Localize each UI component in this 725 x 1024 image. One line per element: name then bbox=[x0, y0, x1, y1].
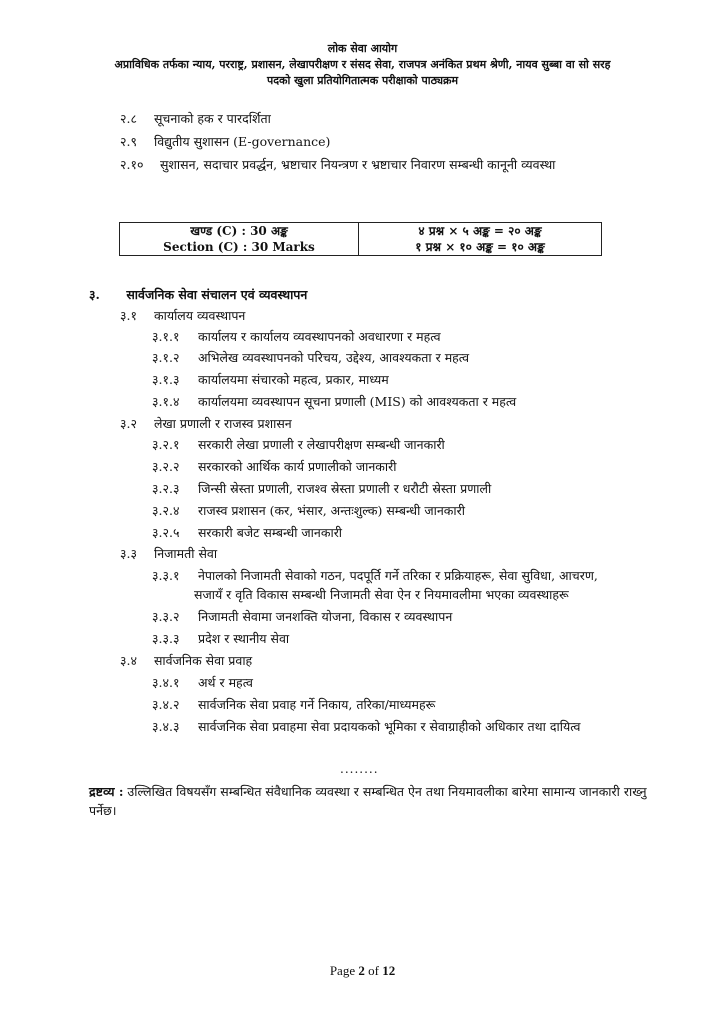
item-text: अर्थ र महत्व bbox=[197, 675, 253, 690]
list-item bbox=[152, 459, 397, 475]
list-item bbox=[152, 697, 435, 713]
section-number: ३. bbox=[89, 287, 100, 302]
item-number: ३.२.४ bbox=[152, 503, 180, 518]
item-number: २.१० bbox=[120, 157, 144, 172]
item-text: कार्यालयमा व्यवस्थापन सूचना प्रणाली (MIS) को आवश्यकता र महत्व bbox=[197, 394, 517, 409]
item-number: ३.१.४ bbox=[152, 394, 180, 409]
subsection-heading bbox=[120, 416, 292, 432]
list-item bbox=[152, 631, 289, 647]
list-item bbox=[120, 157, 555, 173]
section-label-nepali: खण्ड (C) : 30 अङ्क bbox=[190, 224, 288, 238]
item-text: सूचनाको हक र पारदर्शिता bbox=[153, 111, 271, 126]
item-text: निजामती सेवामा जनशक्ति योजना, विकास र व्यवस्थापन bbox=[197, 609, 453, 624]
subsection-number: ३.१ bbox=[120, 308, 137, 323]
header-line-2: अप्राविधिक तर्फका न्याय, परराष्ट्र, प्रशासन, लेखापरीक्षण र संसद सेवा, राजपत्र अनंकित प्रथम श्रेणी, नायव सुब्बा वा सो सरह bbox=[114, 58, 611, 71]
list-item bbox=[152, 394, 516, 410]
section-title: सार्वजनिक सेवा संचालन एवं व्यवस्थापन bbox=[126, 287, 308, 302]
item-number: ३.३.१ bbox=[152, 568, 180, 583]
item-text: सरकारको आर्थिक कार्य प्रणालीको जानकारी bbox=[197, 459, 397, 474]
item-text: नेपालको निजामती सेवाको गठन, पदपूर्ति गर्ने तरिका र प्रक्रियाहरू, सेवा सुविधा, आचरण, bbox=[197, 568, 598, 583]
subsection-title: निजामती सेवा bbox=[153, 546, 218, 561]
list-item bbox=[152, 568, 598, 584]
item-number: ३.४.३ bbox=[152, 719, 180, 734]
of-word: of bbox=[368, 963, 379, 978]
section-label-english: Section (C) : 30 Marks bbox=[163, 240, 315, 254]
item-number: ३.३.२ bbox=[152, 609, 180, 624]
marks-cell bbox=[359, 223, 601, 255]
list-item bbox=[152, 675, 253, 691]
item-text: जिन्सी स्रेस्ता प्रणाली, राजश्व स्रेस्ता प्रणाली र धरौटी स्रेस्ता प्रणाली bbox=[197, 481, 492, 496]
item-text: सार्वजनिक सेवा प्रवाह गर्ने निकाय, तरिका/माध्यमहरू bbox=[197, 697, 436, 712]
item-text: कार्यालयमा संचारको महत्व, प्रकार, माध्यम bbox=[197, 372, 389, 387]
list-item bbox=[152, 719, 581, 735]
separator-dots: ........ bbox=[340, 762, 379, 776]
page-number: 2 bbox=[358, 963, 365, 978]
item-number: ३.२.१ bbox=[152, 437, 180, 452]
list-item bbox=[152, 503, 465, 519]
item-text: राजस्व प्रशासन (कर, भंसार, अन्तःशुल्क) सम्बन्धी जानकारी bbox=[197, 503, 465, 518]
subsection-heading bbox=[120, 546, 217, 562]
item-number: ३.१.१ bbox=[152, 329, 180, 344]
section-cell bbox=[120, 223, 359, 255]
list-item bbox=[152, 329, 441, 345]
section-heading bbox=[89, 287, 307, 303]
marks-table bbox=[119, 222, 602, 256]
page-total: 12 bbox=[382, 963, 396, 978]
subsection-number: ३.४ bbox=[120, 653, 137, 668]
list-item bbox=[152, 437, 445, 453]
item-text: अभिलेख व्यवस्थापनको परिचय, उद्देश्य, आवश्यकता र महत्व bbox=[197, 350, 470, 365]
item-text: कार्यालय र कार्यालय व्यवस्थापनको अवधारणा र महत्व bbox=[197, 329, 441, 344]
header-line-3: पदको खुला प्रतियोगितात्मक परीक्षाको पाठ्यक्रम bbox=[266, 74, 459, 87]
item-number: ३.२.५ bbox=[152, 525, 180, 540]
item-number: ३.३.३ bbox=[152, 631, 180, 646]
page-footer bbox=[0, 963, 725, 979]
item-text: प्रदेश र स्थानीय सेवा bbox=[197, 631, 290, 646]
item-number: ३.२.३ bbox=[152, 481, 180, 496]
list-item bbox=[152, 372, 389, 388]
marks-row-2: १ प्रश्न × १० अङ्क = १० अङ्क bbox=[415, 240, 545, 254]
subsection-title: कार्यालय व्यवस्थापन bbox=[153, 308, 246, 323]
list-item bbox=[152, 481, 491, 497]
item-text: सरकारी लेखा प्रणाली र लेखापरीक्षण सम्बन्धी जानकारी bbox=[197, 437, 445, 452]
item-number: ३.४.२ bbox=[152, 697, 180, 712]
marks-row-1: ४ प्रश्न × ५ अङ्क = २० अङ्क bbox=[418, 224, 542, 238]
item-text: सुशासन, सदाचार प्रवर्द्धन, भ्रष्टाचार नियन्त्रण र भ्रष्टाचार निवारण सम्बन्धी कानूनी व्यवस्था bbox=[159, 157, 556, 172]
item-text: सरकारी बजेट सम्बन्धी जानकारी bbox=[197, 525, 343, 540]
subsection-title: लेखा प्रणाली र राजस्व प्रशासन bbox=[153, 416, 292, 431]
page-word: Page bbox=[329, 963, 356, 978]
item-text: सार्वजनिक सेवा प्रवाहमा सेवा प्रदायकको भूमिका र सेवाग्राहीको अधिकार तथा दायित्व bbox=[197, 719, 581, 734]
subsection-heading bbox=[120, 308, 245, 324]
subsection-number: ३.३ bbox=[120, 546, 137, 561]
item-number: ३.१.३ bbox=[152, 372, 180, 387]
item-number: ३.१.२ bbox=[152, 350, 180, 365]
list-item bbox=[152, 525, 342, 541]
note-label: द्रष्टव्य : bbox=[89, 784, 124, 799]
note-text: उल्लिखित विषयसँग सम्बन्धित संवैधानिक व्यवस्था र सम्बन्धित ऐन तथा नियमावलीका बारेमा सामान्य जानकारी राख्नु पर्नेछ। bbox=[89, 784, 647, 818]
note-paragraph bbox=[89, 782, 649, 820]
item-number: ३.४.१ bbox=[152, 675, 180, 690]
item-number: ३.२.२ bbox=[152, 459, 180, 474]
list-item bbox=[120, 111, 271, 127]
item-text: विद्युतीय सुशासन (E-governance) bbox=[153, 134, 331, 149]
item-number: २.८ bbox=[120, 111, 137, 126]
item-text-continued: सजायँ र वृति विकास सम्बन्धी निजामती सेवा ऐन र नियमावलीमा भएका व्यवस्थाहरू bbox=[194, 587, 569, 602]
subsection-heading bbox=[120, 653, 252, 669]
list-item bbox=[152, 350, 469, 366]
list-item bbox=[120, 134, 330, 150]
list-item bbox=[152, 609, 452, 625]
header-org: लोक सेवा आयोग bbox=[327, 42, 398, 55]
subsection-title: सार्वजनिक सेवा प्रवाह bbox=[153, 653, 253, 668]
subsection-number: ३.२ bbox=[120, 416, 137, 431]
item-number: २.९ bbox=[120, 134, 137, 149]
